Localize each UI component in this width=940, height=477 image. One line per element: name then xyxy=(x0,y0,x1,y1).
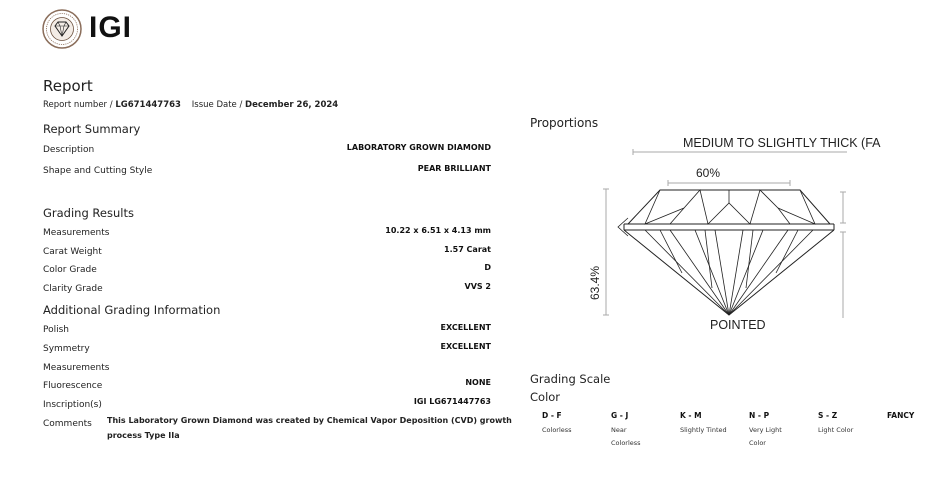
summary-value: PEAR BRILLIANT xyxy=(417,164,491,173)
report-meta xyxy=(43,100,338,110)
table-measure-line xyxy=(668,180,790,186)
girdle-measure-line xyxy=(633,149,847,155)
scale-grade-code: S - Z xyxy=(818,411,838,420)
report-number: LG671447763 xyxy=(115,100,181,110)
culet-label: POINTED xyxy=(710,318,766,332)
additional-title: Additional Grading Information xyxy=(43,303,221,317)
brand-logo-text: IGI xyxy=(89,11,133,44)
grading-value: 1.57 Carat xyxy=(444,245,491,254)
grading-label: Measurements xyxy=(43,228,110,238)
additional-value: NONE xyxy=(465,378,491,387)
grading-scale-title: Grading Scale xyxy=(530,372,611,386)
scale-grade-desc: Slightly Tinted xyxy=(680,426,727,434)
additional-value: EXCELLENT xyxy=(440,323,491,332)
additional-label: Inscription(s) xyxy=(43,400,102,410)
grading-value: 10.22 x 6.51 x 4.13 mm xyxy=(385,226,491,235)
grading-value: VVS 2 xyxy=(464,282,491,291)
additional-value: IGI LG671447763 xyxy=(413,397,491,406)
additional-value: EXCELLENT xyxy=(440,342,491,351)
girdle-label: MEDIUM TO SLIGHTLY THICK (FA xyxy=(683,136,881,150)
scale-grade-desc: Very Light xyxy=(749,426,782,434)
comments-label: Comments xyxy=(43,419,92,429)
scale-grade-code: G - J xyxy=(611,411,629,420)
issue-date-label: Issue Date / xyxy=(191,100,246,110)
scale-grade-desc: Near xyxy=(611,426,627,434)
scale-grade-code: N - P xyxy=(749,411,770,420)
depth-measure-line xyxy=(603,189,609,315)
summary-value: LABORATORY GROWN DIAMOND xyxy=(346,143,491,152)
report-number-label: Report number / xyxy=(43,100,116,110)
scale-grade-desc: Colorless xyxy=(611,439,641,447)
grading-label: Carat Weight xyxy=(43,247,102,257)
comments-line-1: This Laboratory Grown Diamond was created by Chemical Vapor Deposition (CVD) growth xyxy=(107,416,512,425)
additional-label: Polish xyxy=(43,325,70,335)
comments-line-2: process Type IIa xyxy=(107,431,180,440)
issue-date: December 26, 2024 xyxy=(245,100,339,110)
grading-scale-subtitle: Color xyxy=(530,390,561,404)
crown-pavilion-indicator xyxy=(840,192,846,318)
report-title: Report xyxy=(43,77,93,95)
grading-label: Color Grade xyxy=(43,265,97,275)
proportions-title: Proportions xyxy=(530,116,599,130)
additional-label: Symmetry xyxy=(43,344,90,354)
scale-grade-desc: Light Color xyxy=(818,426,854,434)
table-percent: 60% xyxy=(696,166,721,180)
summary-title: Report Summary xyxy=(43,122,141,136)
diamond-proportions-diagram xyxy=(600,148,860,323)
scale-grade-desc: Color xyxy=(749,439,766,447)
grading-value: D xyxy=(484,263,491,272)
diamond-profile xyxy=(618,190,834,315)
scale-grade-code: K - M xyxy=(680,411,702,420)
additional-label: Fluorescence xyxy=(43,381,103,391)
grading-title: Grading Results xyxy=(43,206,134,220)
additional-label: Measurements xyxy=(43,363,110,373)
scale-grade-code: D - F xyxy=(542,411,562,420)
summary-label: Description xyxy=(43,145,95,155)
igi-seal-icon xyxy=(42,9,82,49)
depth-percent: 63.4% xyxy=(588,265,603,301)
grading-label: Clarity Grade xyxy=(43,284,103,294)
scale-grade-desc: Colorless xyxy=(542,426,572,434)
summary-label: Shape and Cutting Style xyxy=(43,166,153,176)
scale-grade-code: FANCY xyxy=(887,411,915,420)
